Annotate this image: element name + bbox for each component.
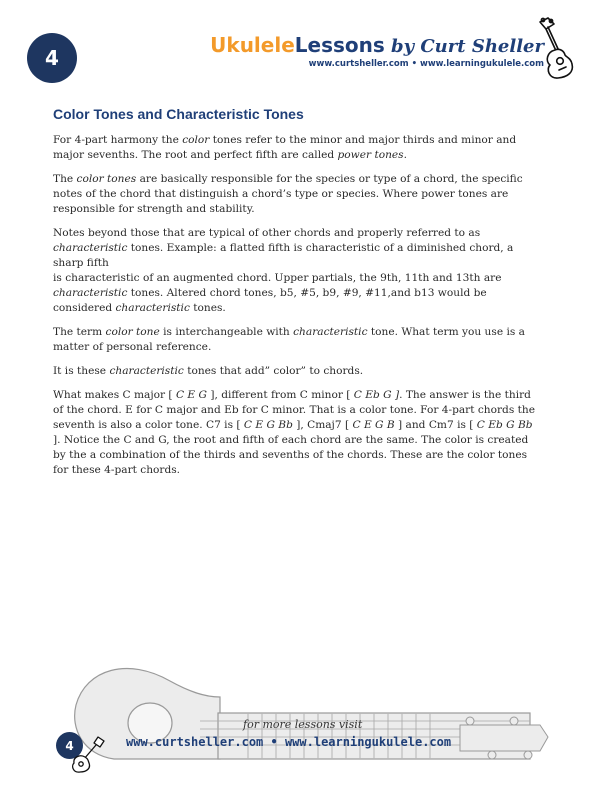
brand-author-text: by Curt Sheller bbox=[384, 36, 544, 57]
emphasis-text: power tones bbox=[337, 149, 404, 161]
emphasis-text: color tone bbox=[105, 326, 160, 338]
header-urls: www.curtsheller.com • www.learningukulele.com bbox=[308, 59, 544, 69]
paragraph-text: is characteristic of an augmented chord. Upper partials, the 9th, 11th and 13th are bbox=[53, 272, 502, 284]
paragraph-text: The term bbox=[53, 326, 106, 338]
emphasis-text: C Eb G ] bbox=[353, 389, 400, 401]
paragraph-text: ], Cmaj7 [ bbox=[292, 419, 353, 431]
paragraph-text: It is these bbox=[53, 365, 110, 377]
footer-ukulele-icon bbox=[68, 735, 108, 775]
main-content bbox=[53, 106, 543, 487]
emphasis-text: characteristic bbox=[53, 242, 128, 254]
emphasis-text: color bbox=[182, 134, 210, 146]
paragraph-text: For 4-part harmony the bbox=[53, 134, 183, 146]
paragraph-text: tones that add” color” to chords. bbox=[183, 365, 364, 377]
emphasis-text: characteristic bbox=[293, 326, 368, 338]
paragraph-text: tones. bbox=[189, 302, 226, 314]
paragraph-list bbox=[53, 133, 543, 478]
emphasis-text: C E G B bbox=[352, 419, 395, 431]
emphasis-text: characteristic bbox=[115, 302, 190, 314]
body-paragraph-5 bbox=[53, 364, 543, 379]
paragraph-text: What makes C major [ bbox=[53, 389, 176, 401]
footer-page-number: 4 bbox=[56, 732, 83, 759]
body-paragraph-4 bbox=[53, 325, 543, 355]
paragraph-text: . bbox=[403, 149, 407, 161]
page-number-badge: 4 bbox=[27, 33, 77, 83]
brand-logo bbox=[210, 34, 544, 69]
body-paragraph-2 bbox=[53, 172, 543, 217]
brand-ukulele-text: Ukulele bbox=[210, 33, 295, 57]
paragraph-text: tones. Example: a flatted fifth is characteristic of a diminished chord, a sharp fifth bbox=[53, 242, 514, 269]
emphasis-text: characteristic bbox=[109, 365, 184, 377]
paragraph-text: The bbox=[53, 173, 77, 185]
ukulele-icon bbox=[534, 14, 580, 84]
paragraph-text: ], different from C minor [ bbox=[206, 389, 354, 401]
emphasis-text: C E G Bb bbox=[243, 419, 293, 431]
paragraph-text: Notes beyond those that are typical of other chords and properly referred to as bbox=[53, 227, 481, 239]
paragraph-text: tones. Altered chord tones, b5, #5, b9, #9, #11,and b13 would be considered bbox=[53, 287, 487, 314]
emphasis-text: C E G bbox=[175, 389, 207, 401]
section-title: Color Tones and Characteristic Tones bbox=[53, 106, 304, 122]
emphasis-text: characteristic bbox=[53, 287, 128, 299]
paragraph-text: tones refer to the minor and major thirds and minor and major sevenths. The root and perfect fifth are called bbox=[53, 134, 517, 161]
paragraph-text: . The answer is the third of the chord. E for C major and Eb for C minor. That is a color tone. For 4-part chords the seventh is also a color tone. C7 is [ bbox=[53, 389, 535, 431]
body-paragraph-3 bbox=[53, 226, 543, 316]
emphasis-text: color tones bbox=[76, 173, 137, 185]
paragraph-text: is interchangeable with bbox=[159, 326, 294, 338]
brand-lessons-text: Lessons bbox=[294, 33, 385, 57]
paragraph-text: ]. Notice the C and G, the root and fifth of each chord are the same. The color is created by the a combination of the thirds and sevenths of the chords. These are the color tones for these 4-part chords. bbox=[53, 434, 529, 476]
paragraph-text: ] and Cm7 is [ bbox=[394, 419, 477, 431]
emphasis-text: C Eb G Bb bbox=[476, 419, 533, 431]
footer-urls[interactable]: www.curtsheller.com • www.learningukulele.com bbox=[126, 735, 452, 749]
paragraph-text: are basically responsible for the species or type of a chord, the specific notes of the chord that distinguish a chord’s type or species. Where power tones are responsible for strength and stability. bbox=[53, 173, 523, 215]
body-paragraph-1 bbox=[53, 133, 543, 163]
body-paragraph-6 bbox=[53, 388, 543, 478]
paragraph-text: tone. What term you use is a matter of personal reference. bbox=[53, 326, 525, 353]
footer-visit-text: for more lessons visit bbox=[243, 718, 363, 731]
